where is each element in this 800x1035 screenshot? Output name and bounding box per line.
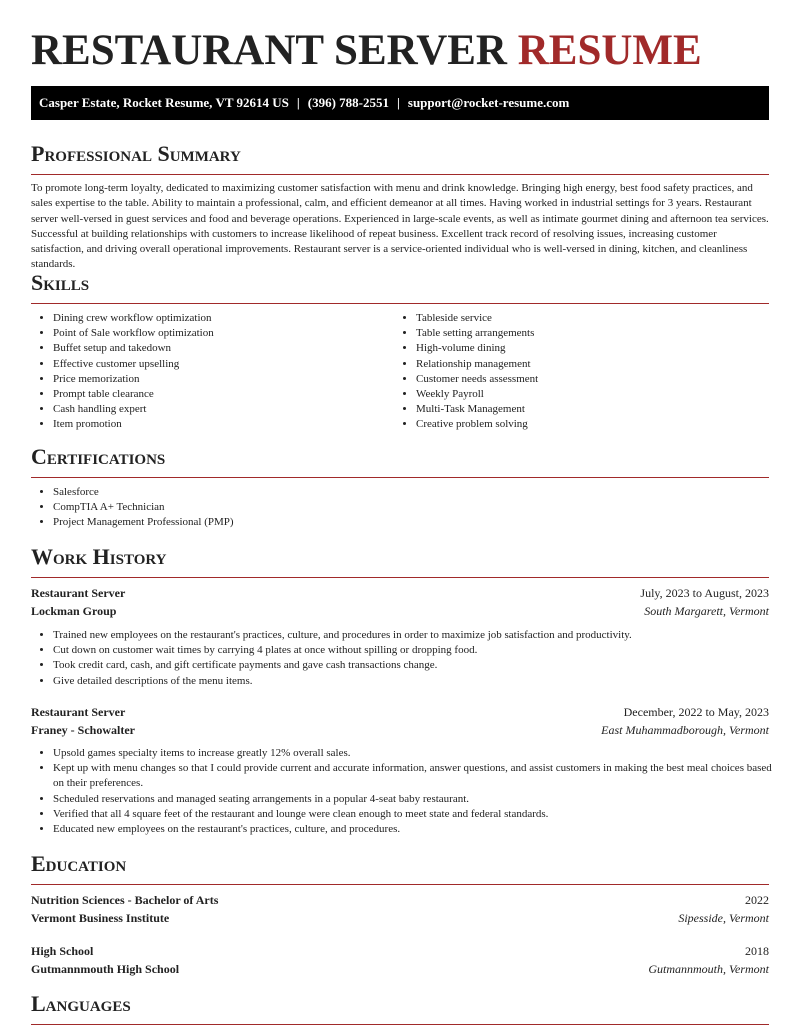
section-heading-skills: Skills xyxy=(31,270,769,304)
job-location: East Muhammadborough, Vermont xyxy=(601,723,769,737)
list-item: • Cash handling expert xyxy=(53,402,413,417)
list-item: • Took credit card, cash, and gift certificate payments and gave cash transactions change. xyxy=(53,658,773,673)
list-item: • Dining crew workflow optimization xyxy=(53,311,413,326)
section-heading-education: Education xyxy=(31,851,769,885)
contact-email[interactable]: support@rocket-resume.com xyxy=(407,95,570,110)
job-location: South Margarett, Vermont xyxy=(644,604,769,618)
list-item: • Upsold games specialty items to increase greatly 12% overall sales. xyxy=(53,746,781,761)
education-degree: Nutrition Sciences - Bachelor of Arts xyxy=(31,893,219,907)
list-item: • Salesforce xyxy=(53,485,773,500)
list-item: • Prompt table clearance xyxy=(53,387,413,402)
title-accent: RESUME xyxy=(517,27,702,74)
list-item: • CompTIA A+ Technician xyxy=(53,500,773,515)
job-bullets xyxy=(31,628,773,689)
job-company: Lockman Group xyxy=(31,604,117,618)
skills-list-left xyxy=(31,311,413,433)
education-year: 2022 xyxy=(745,893,769,907)
list-item: • High-volume dining xyxy=(416,341,786,356)
contact-bar xyxy=(31,86,769,120)
list-item: • Verified that all 4 square feet of the restaurant and lounge were clean enough to meet state and federal standards. xyxy=(53,807,781,822)
job-title-row xyxy=(31,704,769,721)
contact-separator: | xyxy=(397,95,400,110)
list-item: • Item promotion xyxy=(53,417,413,432)
certifications-list xyxy=(31,485,773,531)
contact-address: Casper Estate, Rocket Resume, VT 92614 US xyxy=(39,95,289,110)
list-item: • Point of Sale workflow optimization xyxy=(53,326,413,341)
education-degree: High School xyxy=(31,944,94,958)
list-item: • Weekly Payroll xyxy=(416,387,786,402)
job-title: Restaurant Server xyxy=(31,705,126,719)
list-item: • Relationship management xyxy=(416,357,786,372)
summary-text: To promote long-term loyalty, dedicated to maximizing customer satisfaction with menu and drink knowledge. Bringing high energy, best food safety practices, and sales expertise to the table. Ability to maintain a professional, calm, and efficient demeanor at all times. Having worked in industrial settings for 3 years. Restaurant server well-versed in guest services and food and beverage operations. Experienced in large-scale events, as well as intimate gourmet dining and afternoon tea services. Successful at building relationships with customers to increase likelihood of repeat business. Excellent track record of resolving issues, increasing customer satisfaction, and driving overall operational improvements. Restaurant server is a service-oriented individual who is well-versed in dining, kitchen, and cleanliness standards. xyxy=(31,182,769,271)
job-company-row xyxy=(31,603,769,620)
job-dates: July, 2023 to August, 2023 xyxy=(640,586,769,600)
resume-title xyxy=(31,26,702,76)
education-year: 2018 xyxy=(745,944,769,958)
list-item: • Price memorization xyxy=(53,372,413,387)
education-school: Vermont Business Institute xyxy=(31,911,170,925)
education-location: Gutmannmouth, Vermont xyxy=(648,962,769,976)
job-title: Restaurant Server xyxy=(31,586,126,600)
list-item: • Table setting arrangements xyxy=(416,326,786,341)
list-item: • Project Management Professional (PMP) xyxy=(53,515,773,530)
education-school-row xyxy=(31,910,769,927)
list-item: • Give detailed descriptions of the menu items. xyxy=(53,674,773,689)
job-bullets xyxy=(31,746,781,837)
skills-list-right xyxy=(394,311,786,433)
education-degree-row xyxy=(31,892,769,909)
contact-separator: | xyxy=(296,95,300,110)
list-item: • Customer needs assessment xyxy=(416,372,786,387)
job-title-row xyxy=(31,585,769,602)
list-item: • Educated new employees on the restaurant's practices, culture, and procedures. xyxy=(53,822,781,837)
list-item: • Kept up with menu changes so that I could provide current and accurate information, answer questions, and assist customers in making the best meal choices based on their preferences. xyxy=(53,761,781,791)
section-heading-summary: Professional Summary xyxy=(31,141,769,175)
job-dates: December, 2022 to May, 2023 xyxy=(623,705,769,719)
title-main: RESTAURANT SERVER xyxy=(31,27,507,74)
job-company: Franey - Schowalter xyxy=(31,723,135,737)
education-school: Gutmannmouth High School xyxy=(31,962,180,976)
list-item: • Creative problem solving xyxy=(416,417,786,432)
section-heading-languages: Languages xyxy=(31,991,769,1025)
education-degree-row xyxy=(31,943,769,960)
job-company-row xyxy=(31,722,769,739)
education-location: Sipesside, Vermont xyxy=(678,911,769,925)
list-item: • Trained new employees on the restaurant's practices, culture, and procedures in order to maximize job satisfaction and productivity. xyxy=(53,628,773,643)
list-item: • Tableside service xyxy=(416,311,786,326)
contact-phone[interactable]: (396) 788-2551 xyxy=(307,95,390,110)
list-item: • Buffet setup and takedown xyxy=(53,341,413,356)
section-heading-certifications: Certifications xyxy=(31,444,769,478)
education-school-row xyxy=(31,961,769,978)
list-item: • Cut down on customer wait times by carrying 4 plates at once without spilling or dropping food. xyxy=(53,643,773,658)
section-heading-work: Work History xyxy=(31,544,769,578)
list-item: • Scheduled reservations and managed seating arrangements in a popular 4-seat baby restaurant. xyxy=(53,792,781,807)
list-item: • Effective customer upselling xyxy=(53,357,413,372)
list-item: • Multi-Task Management xyxy=(416,402,786,417)
